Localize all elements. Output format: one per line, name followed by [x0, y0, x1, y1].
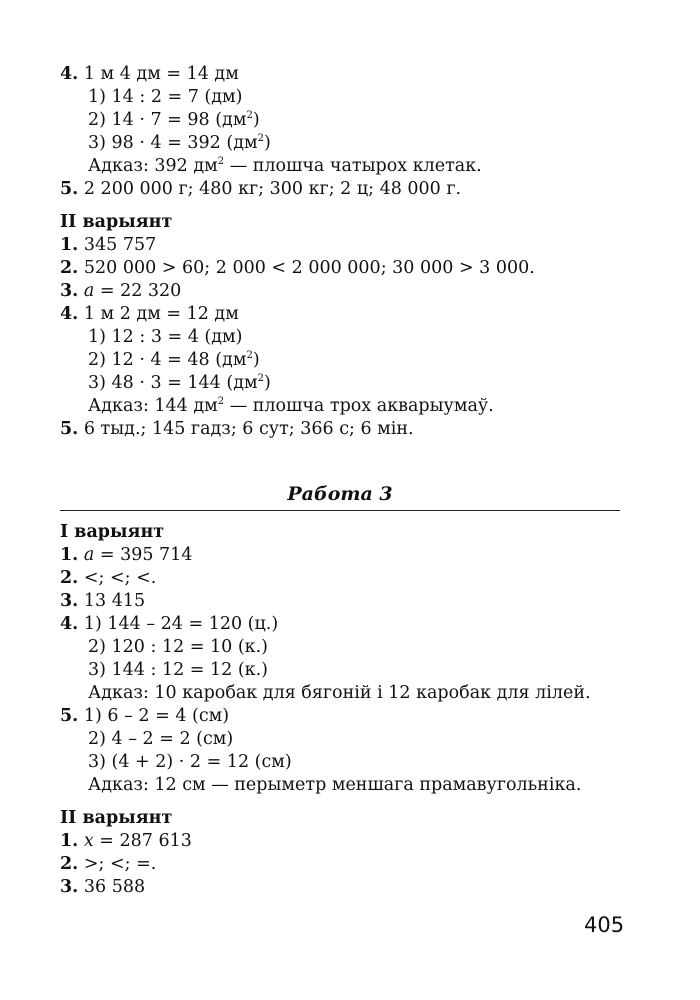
variant-header: II варыянт [60, 212, 173, 232]
task-3-line [60, 280, 181, 302]
task-number: 2. [60, 854, 79, 874]
step-text: 2) 12 · 4 = 48 (дм [88, 350, 247, 370]
task-number: 4. [60, 304, 79, 324]
superscript: 2 [246, 110, 253, 122]
task-text: 1 м 2 дм = 12 дм [83, 304, 239, 324]
page-number: 405 [584, 913, 625, 937]
task-4-line [60, 303, 239, 325]
task-3-line [60, 590, 145, 612]
step-2 [88, 349, 260, 371]
task-text: 345 757 [83, 235, 157, 255]
task-text: 6 тыд.; 145 гадз; 6 сут; 366 с; 6 мін. [83, 419, 414, 439]
step-1: 1) 14 : 2 = 7 (дм) [88, 87, 243, 107]
step-end: ) [252, 350, 260, 370]
section-title: Работа 3 [287, 483, 393, 505]
task-1-line [60, 234, 156, 256]
task-text: 2 200 000 г; 480 кг; 300 кг; 2 ц; 48 000 г. [83, 179, 462, 199]
task-number: 3. [60, 877, 79, 897]
task-1-line [60, 544, 192, 566]
task-text: 520 000 > 60; 2 000 < 2 000 000; 30 000 > 3 000. [83, 258, 535, 278]
task-number: 2. [60, 568, 79, 588]
variable: x [83, 831, 94, 851]
task-number: 1. [60, 831, 79, 851]
answer [88, 155, 482, 177]
task-number: 4. [60, 614, 79, 634]
variable: a [83, 281, 95, 301]
task-number: 2. [60, 258, 79, 278]
step-3 [88, 132, 271, 154]
step-3: 3) 144 : 12 = 12 (к.) [88, 660, 268, 680]
task-number: 1. [60, 235, 79, 255]
task-text: <; <; <. [83, 568, 157, 588]
superscript: 2 [217, 396, 225, 408]
step-text: 2) 14 · 7 = 98 (дм [88, 110, 247, 130]
task-4-line [60, 613, 278, 635]
task-number: 1. [60, 545, 79, 565]
step-1: 1) 12 : 3 = 4 (дм) [88, 327, 243, 347]
task-number: 3. [60, 591, 79, 611]
task-4-line [60, 63, 239, 85]
task-text: = 395 714 [94, 545, 193, 565]
task-number: 5. [60, 179, 79, 199]
superscript: 2 [246, 350, 253, 362]
task-text: >; <; =. [83, 854, 157, 874]
task-number: 4. [60, 64, 79, 84]
task-2-line [60, 567, 156, 589]
task-number: 5. [60, 419, 79, 439]
step-end: ) [252, 110, 260, 130]
task-5-line [60, 705, 229, 727]
step-3: 3) (4 + 2) · 2 = 12 (см) [88, 752, 292, 772]
answer: Адказ: 12 см — перыметр меншага прамавугольніка. [88, 775, 582, 795]
superscript: 2 [217, 156, 225, 168]
step-3 [88, 372, 271, 394]
task-text: 1) 144 – 24 = 120 (ц.) [83, 614, 279, 634]
task-2-line [60, 257, 535, 279]
variant-header: I варыянт [60, 522, 165, 542]
task-text: 1) 6 – 2 = 4 (см) [83, 706, 230, 726]
task-5-line [60, 418, 414, 440]
task-text: 13 415 [83, 591, 146, 611]
task-3-line [60, 876, 145, 898]
variant-header: II варыянт [60, 808, 173, 828]
task-5-line [60, 178, 461, 200]
answer-text: — плошча чатырох клетак. [224, 156, 482, 176]
task-number: 5. [60, 706, 79, 726]
answer-text: Адказ: 392 дм [88, 156, 218, 176]
task-text: 36 588 [83, 877, 146, 897]
step-end: ) [263, 133, 271, 153]
answer [88, 395, 494, 417]
step-end: ) [263, 373, 271, 393]
variable: a [83, 545, 95, 565]
task-text: = 287 613 [93, 831, 192, 851]
step-2: 2) 120 : 12 = 10 (к.) [88, 637, 268, 657]
task-text: 1 м 4 дм = 14 дм [83, 64, 239, 84]
section-divider [60, 510, 620, 511]
task-2-line [60, 853, 156, 875]
superscript: 2 [257, 373, 264, 385]
step-2: 2) 4 – 2 = 2 (см) [88, 729, 234, 749]
task-text: = 22 320 [94, 281, 182, 301]
superscript: 2 [257, 133, 264, 145]
task-1-line [60, 830, 192, 852]
step-text: 3) 48 · 3 = 144 (дм [88, 373, 258, 393]
task-number: 3. [60, 281, 79, 301]
answer: Адказ: 10 каробак для бягоній і 12 каробак для лілей. [88, 683, 591, 703]
answer-text: Адказ: 144 дм [88, 396, 218, 416]
step-2 [88, 109, 260, 131]
step-text: 3) 98 · 4 = 392 (дм [88, 133, 258, 153]
answer-text: — плошча трох акварыумаў. [224, 396, 494, 416]
